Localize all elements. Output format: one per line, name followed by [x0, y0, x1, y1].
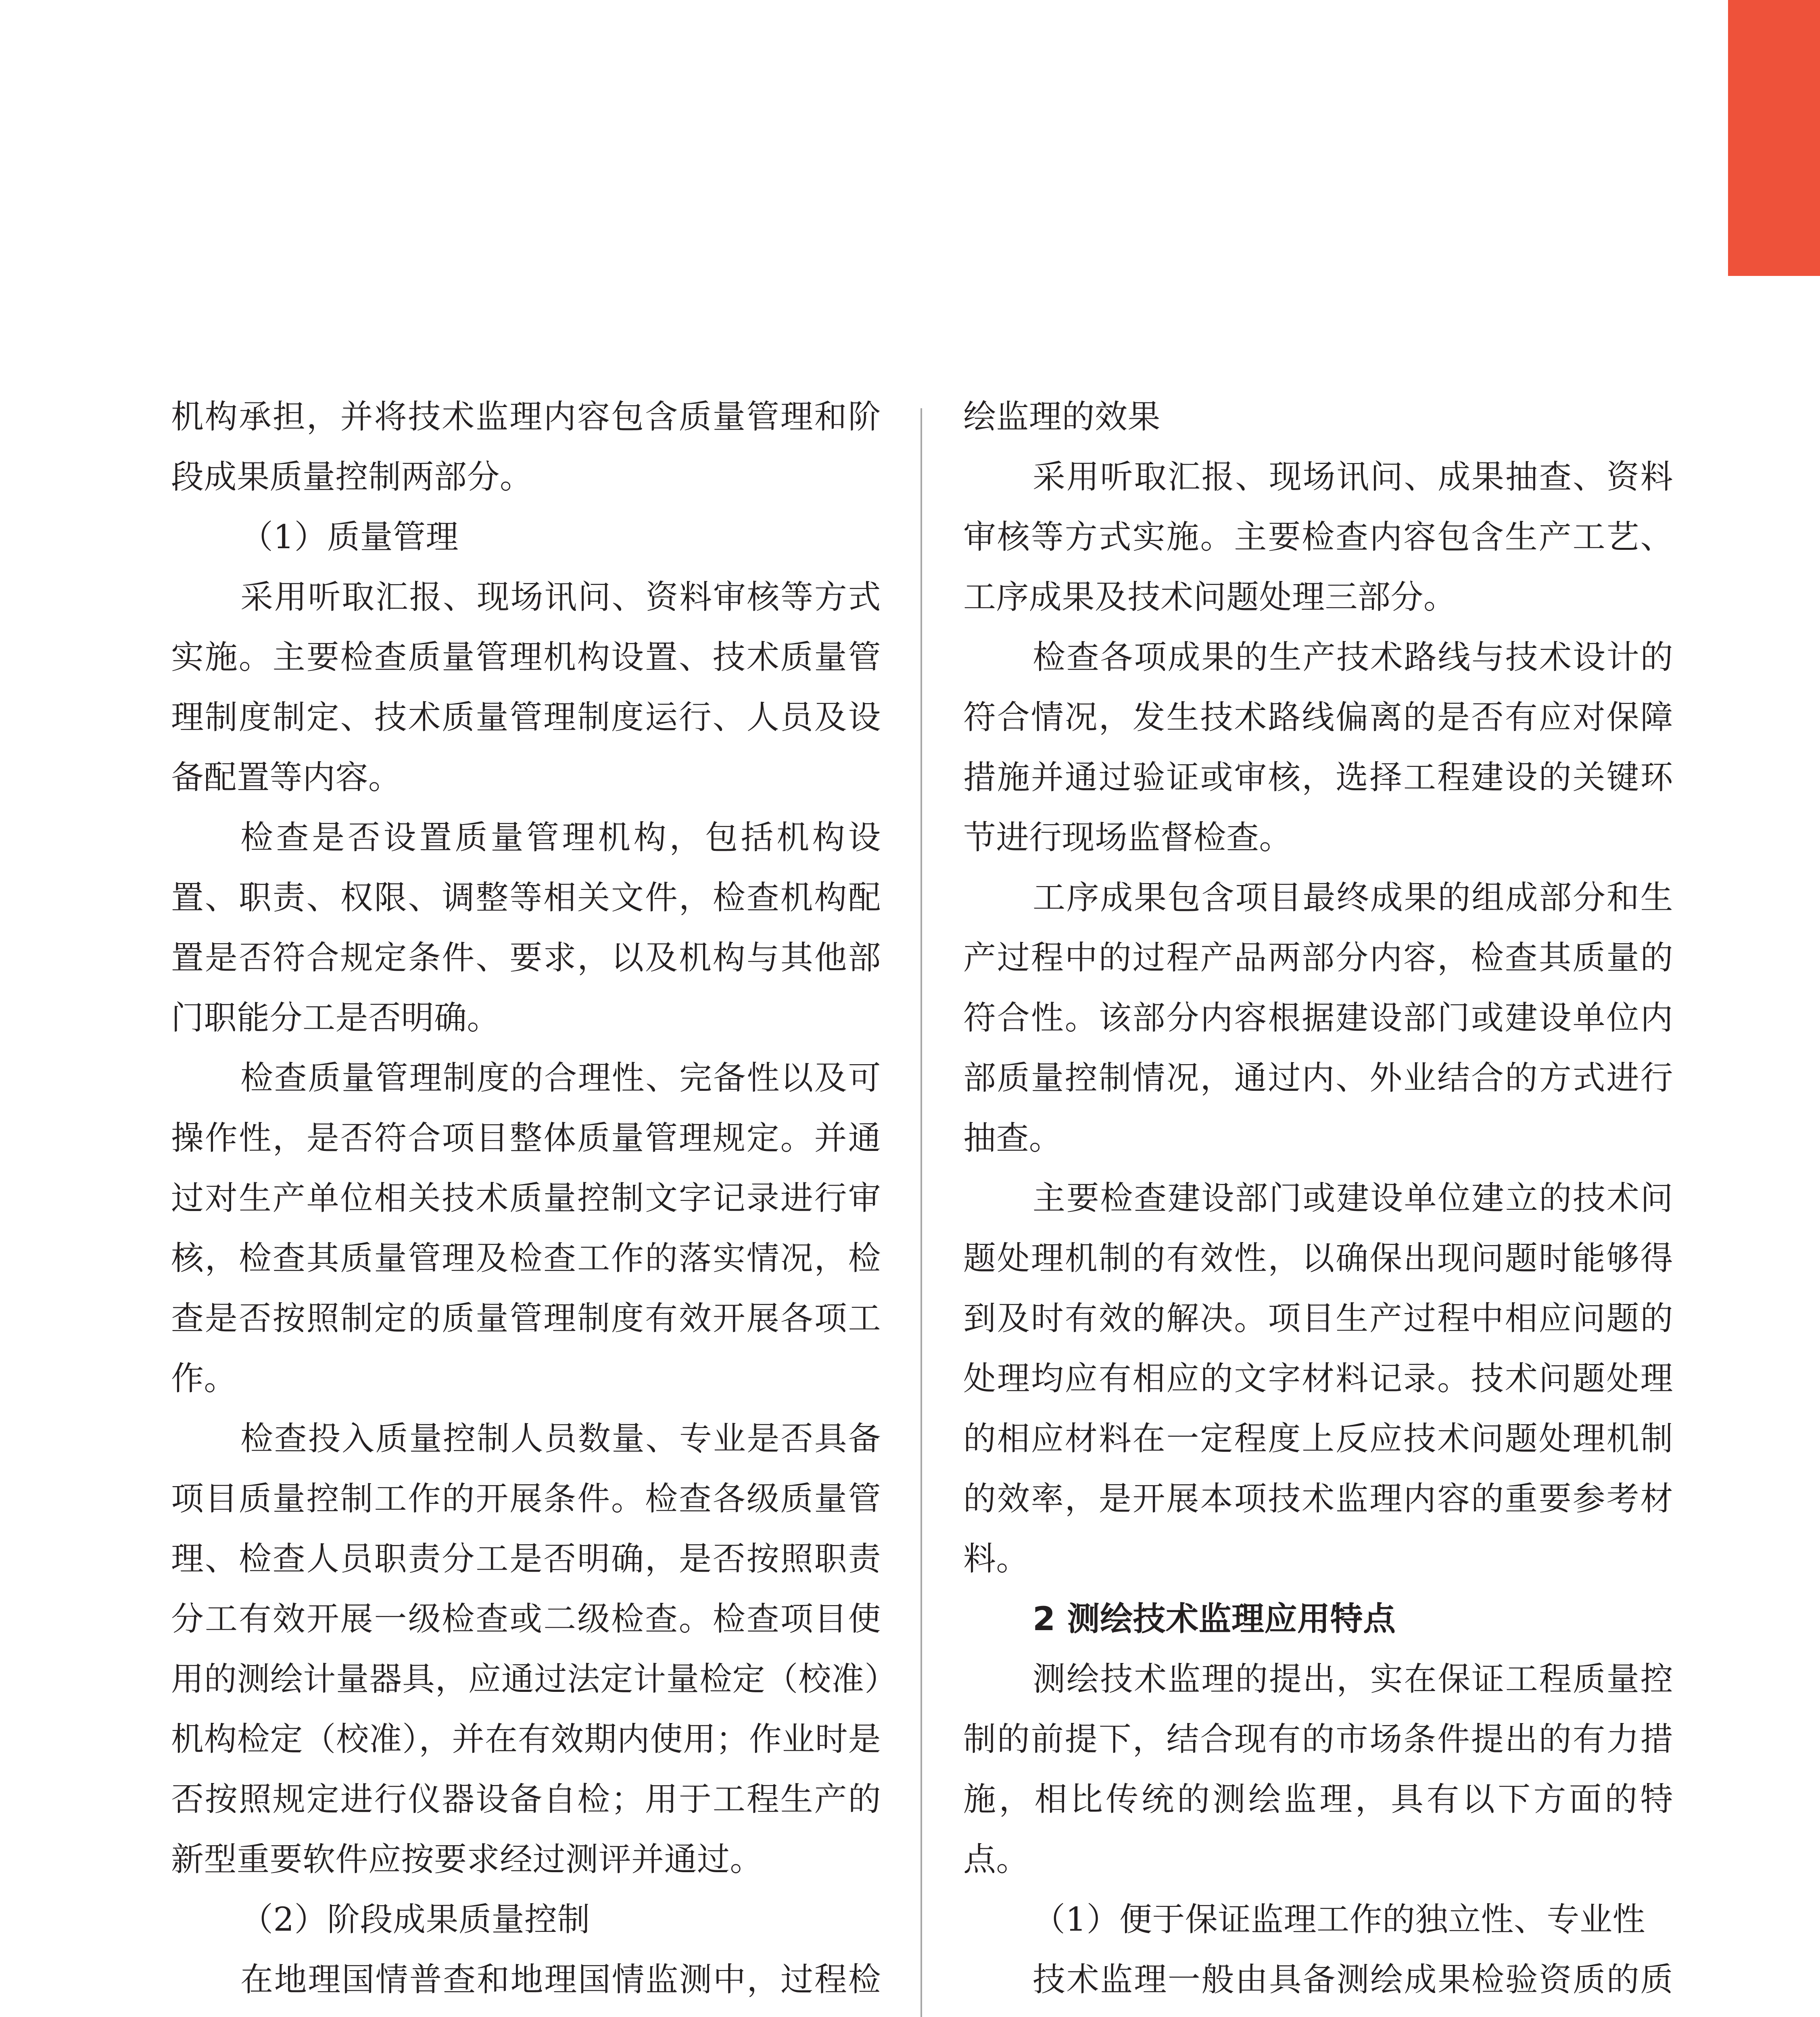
paragraph: 检查是否设置质量管理机构，包括机构设置、职责、权限、调整等相关文件，检查机构配置是否符合规定条件、要求，以及机构与其他部门职能分工是否明确。: [171, 819, 881, 1037]
left-column: [171, 387, 881, 2017]
paragraph: 绘监理的效果: [963, 398, 1161, 436]
paragraph: 主要检查建设部门或建设单位建立的技术问题处理机制的有效性，以确保出现问题时能够得到及时有效的解决。项目生产过程中相应问题的处理均应有相应的文字材料记录。技术问题处理的相应材料在一定程度上反应技术问题处理机制的效率，是开展本项技术监理内容的重要参考材料。: [963, 1180, 1673, 1578]
paragraph: 工序成果包含项目最终成果的组成部分和生产过程中的过程产品两部分内容，检查其质量的符合性。该部分内容根据建设部门或建设单位内部质量控制情况，通过内、外业结合的方式进行抽查。: [963, 879, 1673, 1157]
paragraph: 检查质量管理制度的合理性、完备性以及可操作性，是否符合项目整体质量管理规定。并通过对生产单位相关技术质量控制文字记录进行审核，检查其质量管理及检查工作的落实情况，检查是否按照制定的质量管理制度有效开展各项工作。: [171, 1059, 881, 1398]
paragraph: 采用听取汇报、现场讯问、资料审核等方式实施。主要检查质量管理机构设置、技术质量管理制度制定、技术质量管理制度运行、人员及设备配置等内容。: [171, 578, 881, 797]
paragraph: 检查投入质量控制人员数量、专业是否具备项目质量控制工作的开展条件。检查各级质量管理、检查人员职责分工是否明确，是否按照职责分工有效开展一级检查或二级检查。检查项目使用的测绘计量器具，应通过法定计量检定（校准）机构检定（校准），并在有效期内使用；作业时是否按照规定进行仪器设备自检；用于工程生产的新型重要软件应按要求经过测评并通过。: [171, 1420, 881, 1879]
subheading: （1）质量管理: [240, 518, 459, 556]
paragraph: 机构承担，并将技术监理内容包含质量管理和阶段成果质量控制两部分。: [171, 398, 881, 496]
chapter-tab-marker: [1728, 0, 1820, 276]
right-column: [963, 387, 1673, 2017]
column-divider: [920, 408, 922, 2017]
paragraph: 技术监理一般由具备测绘成果检验资质的质: [1033, 1961, 1673, 1999]
paragraph: 采用听取汇报、现场讯问、成果抽查、资料审核等方式实施。主要检查内容包含生产工艺、工序成果及技术问题处理三部分。: [963, 458, 1673, 616]
section-heading: 2 测绘技术监理应用特点: [1033, 1600, 1396, 1638]
paragraph: 检查各项成果的生产技术路线与技术设计的符合情况，发生技术路线偏离的是否有应对保障措施并通过验证或审核，选择工程建设的关键环节进行现场监督检查。: [963, 639, 1673, 857]
subheading: （2）阶段成果质量控制: [240, 1901, 591, 1939]
paragraph: 测绘技术监理的提出，实在保证工程质量控制的前提下，结合现有的市场条件提出的有力措施，相比传统的测绘监理，具有以下方面的特点。: [963, 1660, 1673, 1879]
paragraph: 在地理国情普查和地理国情监测中，过程检: [240, 1961, 881, 1999]
subheading: （1）便于保证监理工作的独立性、专业性: [1033, 1901, 1646, 1939]
